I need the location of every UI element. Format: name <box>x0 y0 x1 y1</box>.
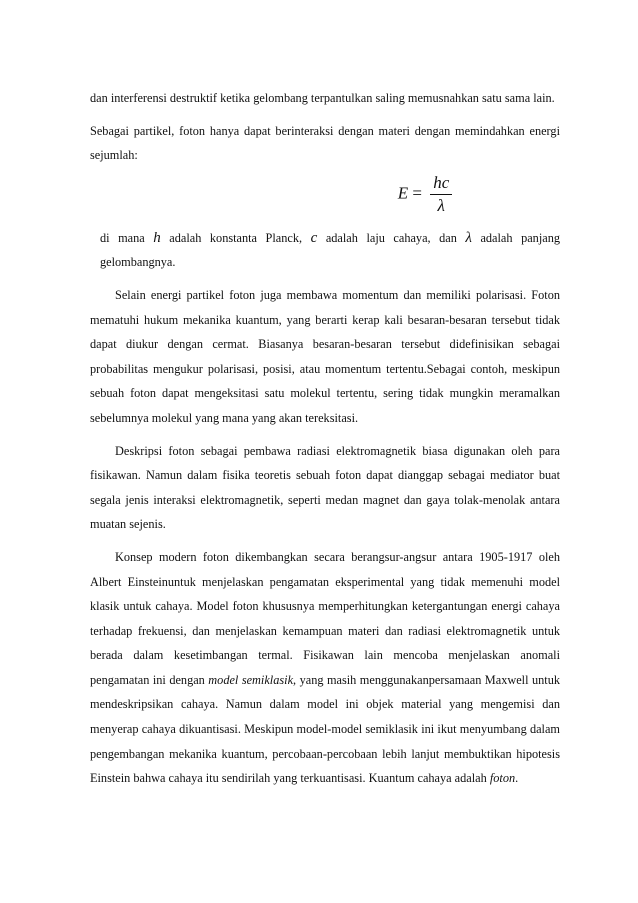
symbol-c: c <box>310 229 318 246</box>
where-text-2: adalah konstanta Planck, <box>160 230 311 245</box>
paragraph-3: Selain energi partikel foton juga membawa momentum dan memiliki polarisasi. Foton mematuhi hukum mekanika kuantum, yang berarti kerap kali besaran-besaran tersebut tidak dapat diukur dengan cermat. Biasanya besaran-besaran tersebut didefinisikan sebagai probabilitas mengukur polarisasi, posisi, atau momentum tertentu.Sebagai contoh, meskipun sebuah foton dapat mengeksitasi satu molekul tertentu, sering tidak mungkin meramalkan sebelumnya molekul yang mana yang akan tereksitasi. <box>90 287 560 425</box>
paragraph-1: dan interferensi destruktif ketika gelombang terpantulkan saling memusnahkan satu sama lain. <box>90 91 555 105</box>
symbol-h: h <box>153 229 161 246</box>
document-body <box>90 86 560 799</box>
p5-text-c: . <box>515 771 519 786</box>
equation-fraction <box>430 172 452 217</box>
equation-lhs: E <box>397 183 409 203</box>
p5-emphasis-model-semiklasik: model semiklasik <box>208 672 294 687</box>
paragraph-5 <box>90 545 560 791</box>
photon-energy-equation <box>90 172 560 226</box>
equation-explanation <box>90 226 560 275</box>
equation-denominator: λ <box>437 195 445 215</box>
where-text-1: di mana <box>100 230 154 245</box>
paragraph-4: Deskripsi foton sebagai pembawa radiasi elektromagnetik biasa digunakan oleh para fisikawan. Namun dalam fisika teoretis sebuah foton dapat dianggap sebagai mediator buat segala jenis interaksi elektromagnetik, seperti medan magnet dan gaya tolak-menolak antara muatan sejenis. <box>90 443 560 532</box>
where-text-4: adalah panjang gelombangnya. <box>100 230 560 270</box>
p5-text-a: Konsep modern foton dikembangkan secara berangsur-angsur antara 1905-1917 oleh Albert Einsteinuntuk menjelaskan pengamatan eksperimental yang tidak memenuhi model klasik untuk cahaya. Model foton khususnya memperhitungkan ketergantungan energi cahaya terhadap frekuensi, dan menjelaskan kemampuan materi dan radiasi elektromagnetik untuk berada dalam kesetimbangan termal. Fisikawan lain mencoba menjelaskan anomali pengamatan ini dengan <box>90 549 560 687</box>
p5-emphasis-foton: foton <box>489 771 516 786</box>
p5-text-b: , yang masih menggunakanpersamaan Maxwell untuk mendeskripsikan cahaya. Namun dalam model ini objek material yang mengemisi dan menyerap cahaya dikuantisasi. Meskipun model-model semiklasik ini ikut menyumbang dalam pengembangan mekanika kuantum, percobaan-percobaan lebih lanjut membuktikan hipotesis Einstein bahwa cahaya itu sendirilah yang terkuantisasi. Kuantum cahaya adalah <box>90 672 560 786</box>
where-text-3: adalah laju cahaya, dan <box>317 230 466 245</box>
equation-numerator: hc <box>430 172 452 195</box>
symbol-lambda: λ <box>465 229 472 246</box>
paragraph-2: Sebagai partikel, foton hanya dapat berinteraksi dengan materi dengan memindahkan energi sejumlah: <box>90 123 560 163</box>
equation-equals: = <box>412 183 422 203</box>
